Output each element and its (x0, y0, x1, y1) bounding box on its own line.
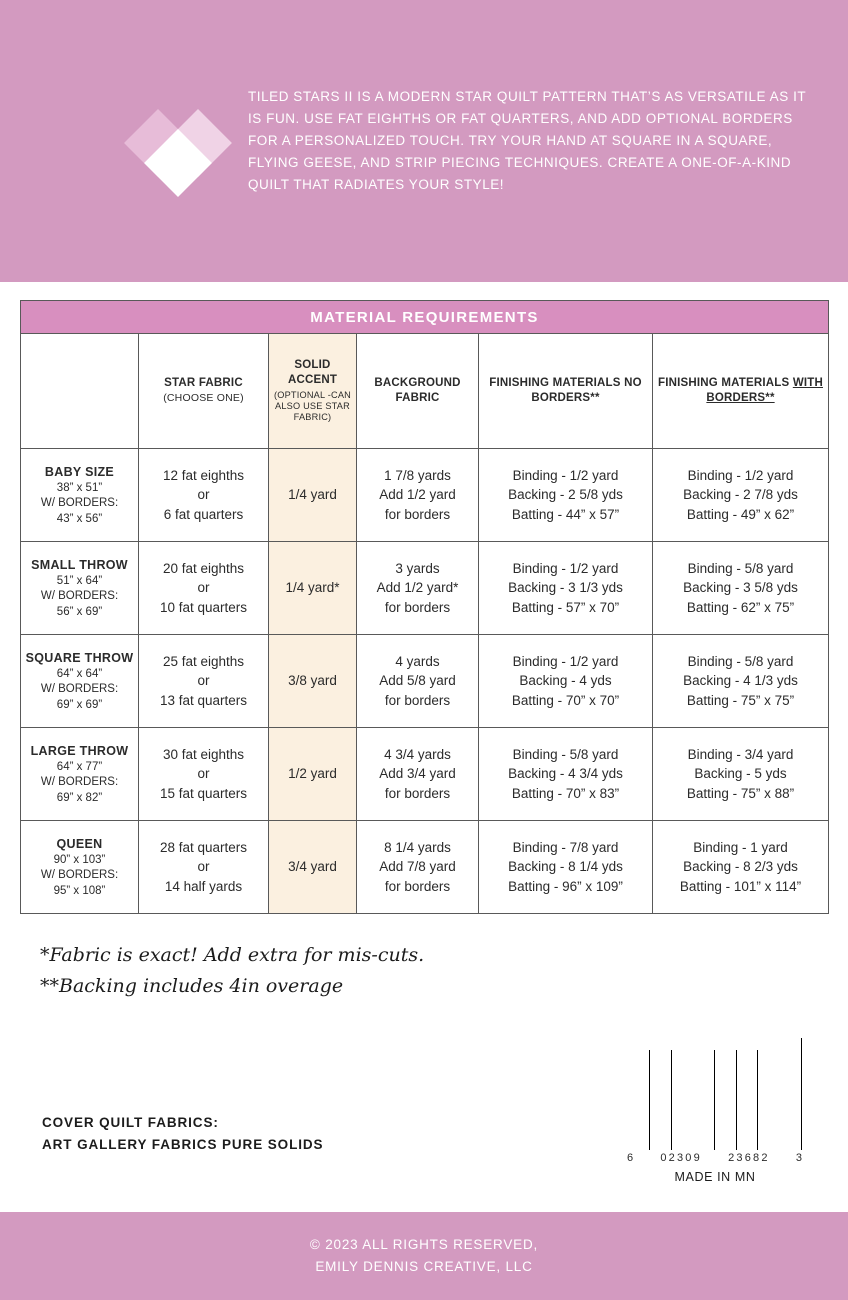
cell-with-borders (653, 728, 829, 821)
background-line: Add 1/2 yard (379, 487, 456, 503)
row-name: SMALL THROW (31, 557, 128, 572)
header-finishing-with-borders-l3: WITH BORDERS** (706, 377, 823, 404)
no-borders-line: Batting - 70” x 83” (511, 785, 620, 801)
header-star-fabric-sub: (CHOOSE ONE) (163, 392, 244, 405)
star-fabric-line: 12 fat eighths (162, 467, 245, 483)
table-row (21, 542, 829, 635)
header-star-fabric-label: STAR FABRIC (164, 377, 243, 390)
no-borders-line: Batting - 44” x 57” (511, 506, 620, 522)
footnote-backing-overage: **Backing includes 4in overage (40, 974, 344, 997)
table-title-row (21, 301, 829, 334)
barcode-icon (625, 1038, 805, 1150)
cell-with-borders (653, 449, 829, 542)
star-fabric-line: or (197, 580, 210, 596)
star-fabric-line: 10 fat quarters (159, 599, 248, 615)
row-size-square-throw (21, 635, 139, 728)
with-borders-line: Batting - 62” x 75” (686, 599, 795, 615)
barcode-trail-digit: 3 (795, 1152, 803, 1164)
row-dim2: 56” x 69” (56, 605, 103, 618)
no-borders-line: Backing - 4 3/4 yds (508, 766, 623, 782)
row-name: BABY SIZE (44, 464, 115, 479)
star-fabric-line: or (197, 673, 210, 689)
with-borders-line: Binding - 1/2 yard (687, 467, 794, 483)
barcode-digits (625, 1152, 805, 1164)
cell-star-fabric (139, 728, 269, 821)
with-borders-line: Binding - 3/4 yard (687, 746, 794, 762)
header-solid-accent-sub: (OPTIONAL -CAN ALSO USE STAR FABRIC) (274, 389, 351, 423)
barcode-lead-digit: 6 (627, 1152, 635, 1164)
row-size-baby (21, 449, 139, 542)
star-fabric-line: 25 fat eighths (162, 653, 245, 669)
header-finishing-with-borders (653, 334, 829, 449)
diamond-logo-icon (130, 95, 226, 191)
header-solid-accent (269, 334, 357, 449)
no-borders-line: Batting - 57” x 70” (511, 599, 620, 615)
footer-banner (0, 1212, 848, 1300)
no-borders-line: Binding - 5/8 yard (512, 746, 619, 762)
header-solid-accent-label: SOLID ACCENT (287, 359, 338, 387)
made-in-label: MADE IN MN (674, 1170, 756, 1184)
with-borders-line: Batting - 101” x 114” (679, 878, 802, 894)
with-borders-line: Backing - 3 5/8 yds (683, 580, 798, 596)
row-dim2: 69” x 82” (56, 791, 103, 804)
cell-with-borders (653, 821, 829, 914)
row-dim1: 38” x 51” (56, 481, 103, 494)
header-finishing-no-borders-l1: FINISHING (489, 377, 550, 390)
with-borders-line: Backing - 8 2/3 yds (683, 859, 798, 875)
with-borders-line: Binding - 5/8 yard (687, 653, 794, 669)
cell-solid-accent: 1/4 yard (269, 449, 357, 542)
cell-star-fabric (139, 449, 269, 542)
header-background-fabric: BACKGROUND FABRIC (357, 334, 479, 449)
with-borders-line: Binding - 5/8 yard (687, 560, 794, 576)
background-line: Add 5/8 yard (379, 673, 456, 689)
background-line: for borders (384, 506, 451, 522)
with-borders-line: Backing - 4 1/3 yds (683, 673, 798, 689)
star-fabric-line: 20 fat eighths (162, 560, 245, 576)
header-size (21, 334, 139, 449)
footnotes (40, 940, 424, 1002)
background-line: for borders (384, 692, 451, 708)
table-title: MATERIAL REQUIREMENTS (21, 301, 829, 334)
footnote-fabric-exact: *Fabric is exact! Add extra for mis-cuts. (40, 944, 425, 966)
cell-solid-accent: 3/8 yard (269, 635, 357, 728)
with-borders-line: Batting - 49” x 62” (686, 506, 795, 522)
background-line: 1 7/8 yards (384, 467, 451, 483)
cell-solid-accent: 1/2 yard (269, 728, 357, 821)
barcode-group-2: 23682 (728, 1152, 770, 1164)
cell-star-fabric (139, 542, 269, 635)
no-borders-line: Backing - 3 1/3 yds (508, 580, 623, 596)
star-fabric-line: 6 fat quarters (163, 506, 244, 522)
row-name: QUEEN (56, 836, 103, 851)
barcode-block (625, 1038, 805, 1184)
row-dim2: 69” x 69” (56, 698, 103, 711)
no-borders-line: Binding - 1/2 yard (512, 560, 619, 576)
cell-no-borders (479, 449, 653, 542)
material-requirements-table (20, 300, 829, 914)
row-dim2-label: W/ BORDERS: (40, 776, 119, 789)
star-fabric-line: or (197, 487, 210, 503)
background-line: 4 yards (395, 653, 440, 669)
cell-background-fabric (357, 635, 479, 728)
no-borders-line: Backing - 2 5/8 yds (508, 487, 623, 503)
cell-no-borders (479, 635, 653, 728)
star-fabric-line: or (197, 766, 210, 782)
row-size-small-throw (21, 542, 139, 635)
cell-with-borders (653, 635, 829, 728)
with-borders-line: Backing - 5 yds (694, 766, 787, 782)
star-fabric-line: 28 fat quarters (159, 839, 248, 855)
table-header-row (21, 334, 829, 449)
cell-star-fabric (139, 635, 269, 728)
no-borders-line: Backing - 8 1/4 yds (508, 859, 623, 875)
top-banner (0, 0, 848, 282)
background-line: for borders (384, 785, 451, 801)
background-line: for borders (384, 878, 451, 894)
with-borders-line: Batting - 75” x 88” (686, 785, 795, 801)
background-line: 4 3/4 yards (384, 746, 451, 762)
background-line: 3 yards (395, 560, 440, 576)
with-borders-line: Batting - 75” x 75” (686, 692, 795, 708)
table-row (21, 449, 829, 542)
cover-quilt-fabrics-label: COVER QUILT FABRICS: (42, 1115, 219, 1130)
background-line: 8 1/4 yards (384, 839, 451, 855)
row-dim2-label: W/ BORDERS: (40, 869, 119, 882)
row-dim2: 95” x 108” (53, 884, 106, 897)
cell-with-borders (653, 542, 829, 635)
no-borders-line: Batting - 70” x 70” (511, 692, 620, 708)
row-dim1: 64” x 77” (56, 760, 103, 773)
header-finishing-with-borders-l2: MATERIALS (721, 377, 790, 390)
background-line: Add 1/2 yard* (376, 580, 459, 596)
header-finishing-no-borders (479, 334, 653, 449)
copyright-line-1: © 2023 ALL RIGHTS RESERVED, (309, 1237, 539, 1253)
row-dim1: 64” x 64” (56, 667, 103, 680)
cell-no-borders (479, 728, 653, 821)
no-borders-line: Batting - 96” x 109” (508, 878, 623, 894)
no-borders-line: Binding - 1/2 yard (512, 467, 619, 483)
row-name: LARGE THROW (30, 743, 129, 758)
background-line: Add 7/8 yard (379, 859, 456, 875)
with-borders-line: Backing - 2 7/8 yds (683, 487, 798, 503)
pattern-description: TILED STARS II IS A MODERN STAR QUILT PATTERN THAT’S AS VERSATILE AS IT IS FUN. USE FAT EIGHTHS OR FAT QUARTERS, AND ADD OPTIONAL BORDERS FOR A PERSONALIZED TOUCH. TRY YOUR HAND AT SQUARE IN A SQUARE, FLYING GEESE, AND STRIP PIECING TECHNIQUES. CREATE A ONE-OF-A-KIND QUILT THAT RADIATES YOUR STYLE! (248, 89, 806, 192)
barcode-group-1: 02309 (660, 1152, 702, 1164)
banner-inner (0, 86, 848, 195)
cell-solid-accent: 1/4 yard* (269, 542, 357, 635)
row-dim2-label: W/ BORDERS: (40, 497, 119, 510)
cover-quilt-fabrics-value: ART GALLERY FABRICS PURE SOLIDS (42, 1137, 324, 1153)
header-finishing-with-borders-l1: FINISHING (658, 377, 718, 390)
row-dim2: 43” x 56” (56, 512, 103, 525)
cell-background-fabric (357, 449, 479, 542)
star-fabric-line: 30 fat eighths (162, 746, 245, 762)
no-borders-line: Backing - 4 yds (519, 673, 612, 689)
cell-solid-accent: 3/4 yard (269, 821, 357, 914)
background-line: for borders (384, 599, 451, 615)
header-finishing-no-borders-l3: NO BORDERS** (531, 377, 642, 404)
row-dim1: 51” x 64” (56, 574, 103, 587)
row-dim1: 90” x 103” (53, 853, 106, 866)
no-borders-line: Binding - 7/8 yard (512, 839, 619, 855)
table-row (21, 728, 829, 821)
row-name: SQUARE THROW (25, 650, 134, 665)
cell-star-fabric (139, 821, 269, 914)
copyright-line-2: EMILY DENNIS CREATIVE, LLC (315, 1259, 533, 1274)
background-line: Add 3/4 yard (379, 766, 456, 782)
star-fabric-line: 15 fat quarters (159, 785, 248, 801)
material-requirements-section (20, 300, 828, 914)
no-borders-line: Binding - 1/2 yard (512, 653, 619, 669)
cell-background-fabric (357, 728, 479, 821)
star-fabric-line: 13 fat quarters (159, 692, 248, 708)
row-dim2-label: W/ BORDERS: (40, 590, 119, 603)
cell-background-fabric (357, 821, 479, 914)
cell-no-borders (479, 542, 653, 635)
row-dim2-label: W/ BORDERS: (40, 683, 119, 696)
with-borders-line: Binding - 1 yard (693, 839, 788, 855)
star-fabric-line: 14 half yards (164, 878, 243, 894)
row-size-queen (21, 821, 139, 914)
header-finishing-no-borders-l2: MATERIALS (552, 377, 621, 390)
cover-quilt-fabrics (42, 1112, 323, 1157)
row-size-large-throw (21, 728, 139, 821)
cell-no-borders (479, 821, 653, 914)
header-star-fabric (139, 334, 269, 449)
cell-background-fabric (357, 542, 479, 635)
star-fabric-line: or (197, 859, 210, 875)
table-row (21, 635, 829, 728)
table-row (21, 821, 829, 914)
